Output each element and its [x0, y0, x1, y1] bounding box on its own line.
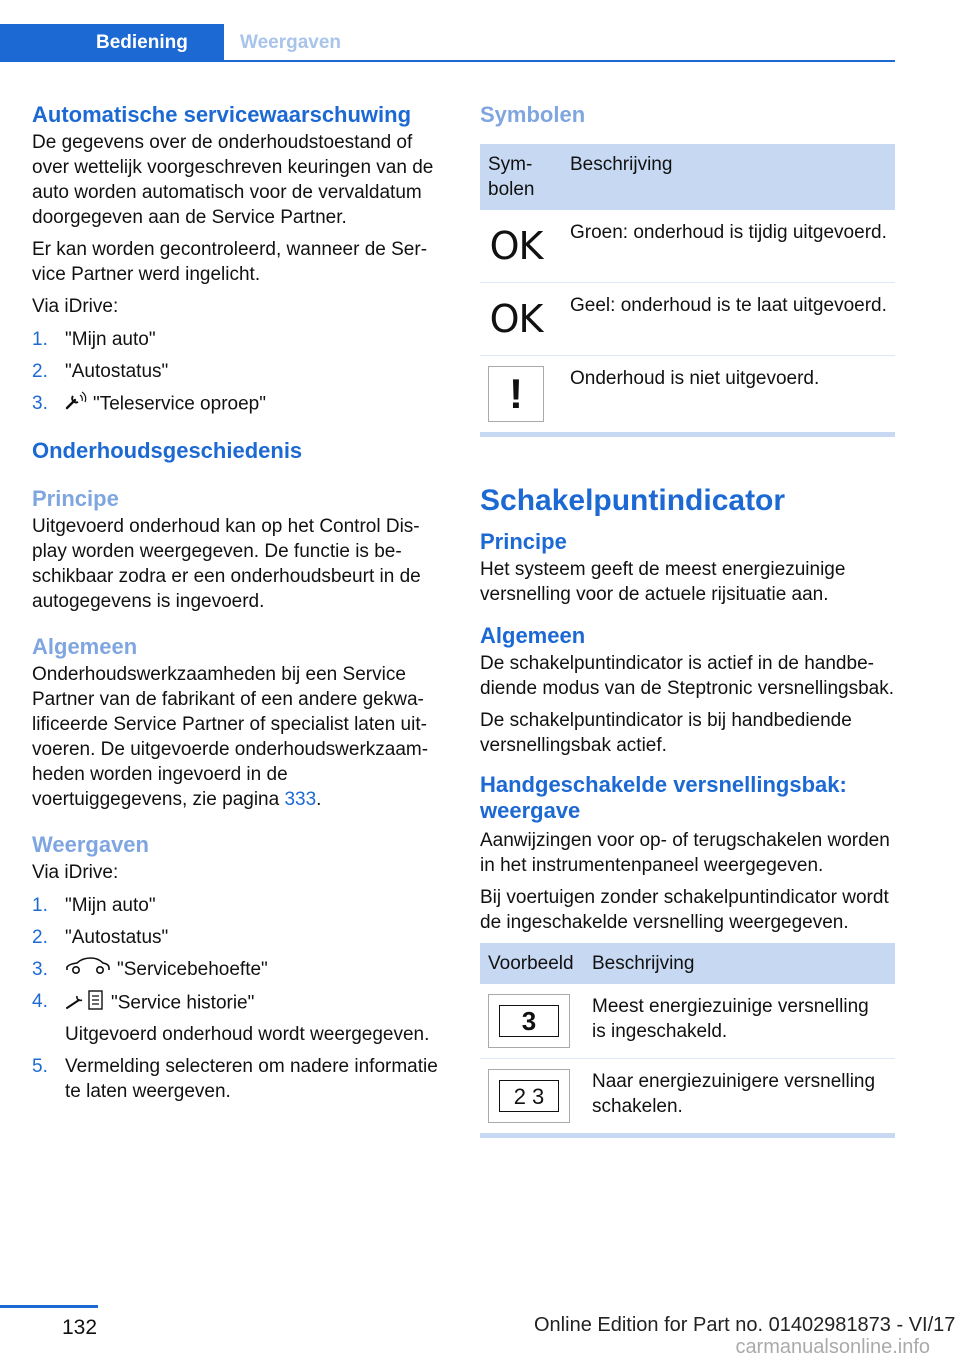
heading-algemeen: Algemeen — [480, 623, 586, 648]
list-item: 2. "Autostatus" — [32, 927, 169, 948]
paragraph: De schakelpuntindicator is actief in de handbediende modus van de Steptronic versnellingsbak. — [480, 653, 895, 699]
heading-symbolen: Symbolen — [480, 102, 586, 127]
heading-algemeen: Algemeen — [32, 634, 138, 659]
idrive-steps-service — [32, 893, 448, 1104]
voorbeeld-table — [480, 943, 895, 1133]
ok-green-icon: OK — [489, 223, 543, 268]
paragraph: Er kan worden gecontroleerd, wanneer de Service Partner werd ingelicht. — [32, 239, 428, 285]
table-end-bar — [480, 1133, 895, 1138]
symbolen-table — [480, 144, 895, 432]
tab-weergaven[interactable]: Weergaven — [240, 32, 342, 53]
paragraph: Bij voertuigen zonder schakelpuntindicator wordt de ingeschakelde versnelling weergegeven. — [480, 887, 889, 933]
heading-principe: Principe — [480, 529, 567, 554]
page-number: 132 — [62, 1316, 98, 1339]
service-history-icon — [65, 989, 105, 1018]
heading-automatische-servicewaarschuwing: Automatische servicewaarschuwing — [32, 102, 412, 127]
gear-3-icon: 3 — [488, 994, 570, 1048]
ok-yellow-icon: OK — [489, 296, 543, 341]
table-row: OK Groen: onderhoud is tijdig uitgevoerd. — [480, 210, 895, 283]
list-item: 1. "Mijn auto" — [32, 329, 156, 350]
table-row: 3 Meest energiezuinige versnelling is ingeschakeld. — [480, 984, 895, 1059]
heading-principe: Principe — [32, 486, 119, 511]
table-row: 2 3 Naar energiezuinigere versnelling schakelen. — [480, 1059, 895, 1134]
paragraph: Onderhoudswerkzaamheden bij een Service Partner van de fabrikant of een andere gekwalificeerde Service Partner of specialist laten uitvoeren. De uitgevoerde onderhoudswerkzaamheden worden ingevoerd in de voertuiggegevens, zie pagina 333. — [32, 664, 429, 810]
paragraph: Via iDrive: — [32, 296, 119, 317]
idrive-steps-teleservice — [32, 327, 448, 418]
table-end-bar — [480, 432, 895, 437]
list-item: 1. "Mijn auto" — [32, 895, 156, 916]
table-row: OK Geel: onderhoud is te laat uitgevoerd. — [480, 283, 895, 356]
paragraph: Het systeem geeft de meest energiezuinige versnelling voor de actuele rijsituatie aan. — [480, 559, 846, 605]
footer-accent-line — [0, 1305, 98, 1308]
page-link[interactable]: 333 — [284, 789, 317, 810]
paragraph: Uitgevoerd onderhoud kan op het Control Display worden weergegeven. De functie is beschikbaar zodra er een onderhoudsbeurt in de autogegevens is ingevoerd. — [32, 516, 421, 612]
tab-bediening[interactable]: Bediening — [0, 24, 224, 62]
right-column — [480, 100, 895, 1138]
teleservice-wrench-icon — [65, 391, 87, 418]
left-column — [32, 100, 448, 1111]
list-item: 3. "Teleservice oproep" — [32, 391, 448, 418]
edition-info: Online Edition for Part no. 01402981873 - VI/17 — [534, 1314, 956, 1336]
paragraph: Aanwijzingen voor op- of terugschakelen worden in het instrumentenpaneel weergegeven. — [480, 830, 890, 876]
heading-schakelpuntindicator: Schakelpuntindicator — [480, 484, 786, 517]
list-item: 4. "Service historie" Uitgevoerd onderhoud wordt weergegeven. — [32, 991, 430, 1046]
paragraph: Via iDrive: — [32, 862, 119, 883]
car-icon — [65, 957, 111, 982]
list-item: 3. "Servicebehoefte" — [32, 957, 448, 982]
heading-weergaven: Weergaven — [32, 832, 149, 857]
paragraph: De gegevens over de onderhoudstoestand of over wettelijk voorgeschreven keuringen van de auto worden automatisch voor de vervaldatum doorgegeven aan de Service Partner. — [32, 132, 434, 228]
list-item: 5. Vermelding selecteren om nadere informatie te laten weergeven. — [32, 1056, 438, 1103]
watermark: carmanualsonline.info — [735, 1336, 930, 1358]
exclamation-icon: ! — [488, 366, 544, 422]
paragraph: De schakelpuntindicator is bij handbediende versnellingsbak actief. — [480, 710, 852, 756]
table-row: ! Onderhoud is niet uitgevoerd. — [480, 356, 895, 433]
shift-up-2-to-3-icon: 2 3 — [488, 1069, 570, 1123]
table-header-row: Symbolen Beschrijving — [480, 144, 895, 210]
table-header-row: Voorbeeld Beschrijving — [480, 943, 895, 984]
chapter-tabbar — [0, 24, 895, 62]
heading-onderhoudsgeschiedenis: Onderhoudsgeschiedenis — [32, 438, 303, 463]
heading-handgeschakelde: Handgeschakelde versnellingsbak: weergave — [480, 772, 847, 823]
list-item: 2. "Autostatus" — [32, 361, 169, 382]
